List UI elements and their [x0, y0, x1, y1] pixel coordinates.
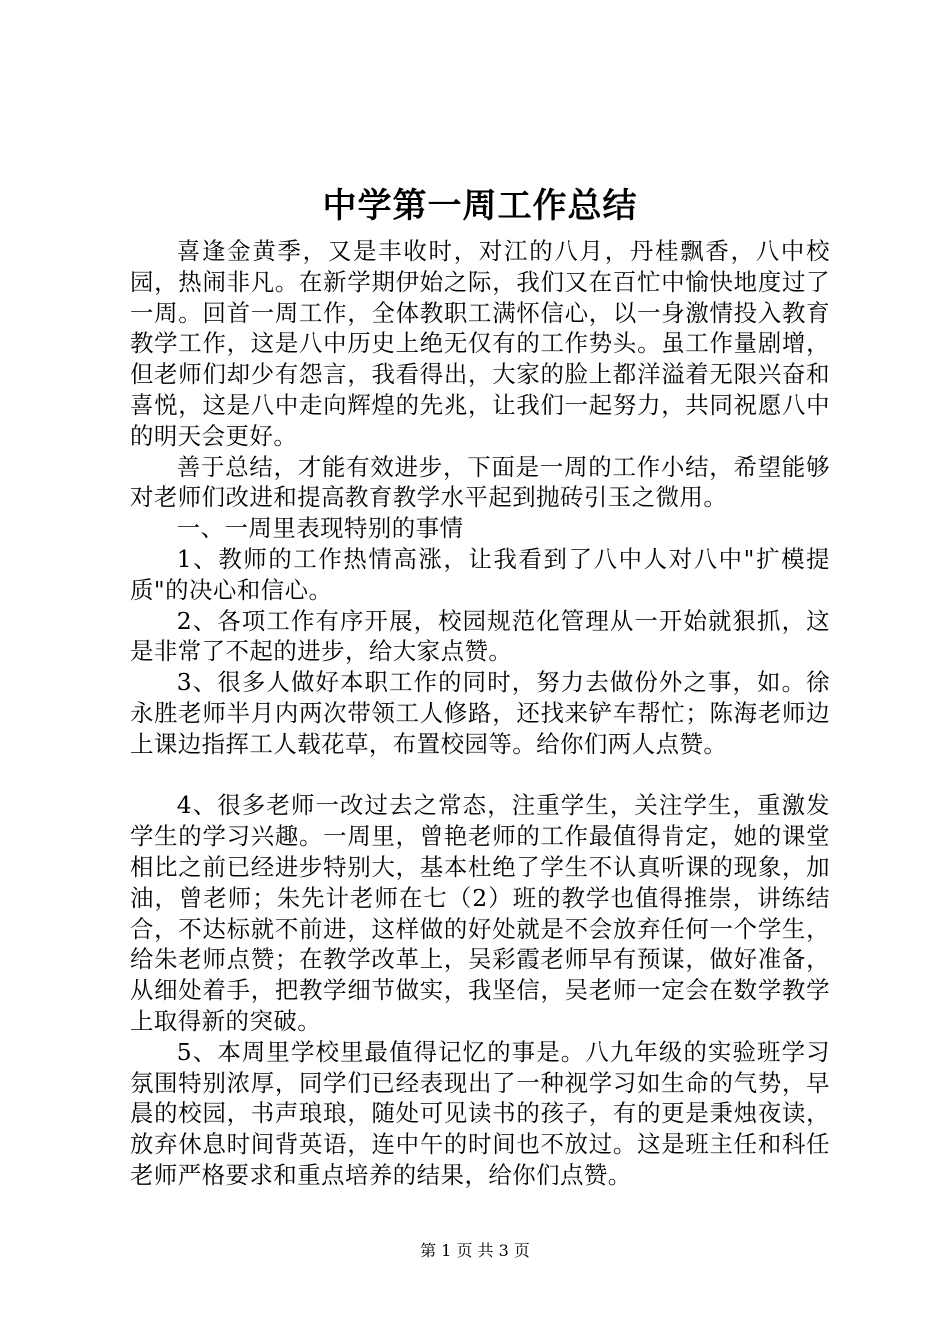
document-body: [130, 236, 830, 1191]
list-item-3: 3、很多人做好本职工作的同时，努力去做份外之事，如。徐永胜老师半月内两次带领工人修路，还找来铲车帮忙；陈海老师边上课边指挥工人载花草，布置校园等。给你们两人点赞。: [130, 668, 830, 758]
document-title: 中学第一周工作总结: [322, 186, 638, 226]
list-item-2: 2、各项工作有序开展，校园规范化管理从一开始就狠抓，这是非常了不起的进步，给大家点赞。: [130, 606, 830, 666]
list-item-4: 4、很多老师一改过去之常态，注重学生，关注学生，重激发学生的学习兴趣。一周里，曾艳老师的工作最值得肯定，她的课堂相比之前已经进步特别大，基本杜绝了学生不认真听课的现象，加油，曾老师；朱先计老师在七（2）班的教学也值得推崇，讲练结合，不达标就不前进，这样做的好处就是不会放弃任何一个学生，给朱老师点赞；在教学改革上，吴彩霞老师早有预谋，做好准备，从细处着手，把教学细节做实，我坚信，吴老师一定会在数学教学上取得新的突破。: [130, 791, 830, 1035]
paragraph-intro: 喜逢金黄季，又是丰收时，对江的八月，丹桂飘香，八中校园，热闹非凡。在新学期伊始之际，我们又在百忙中愉快地度过了一周。回首一周工作，全体教职工满怀信心，以一身激情投入教育教学工作，这是八中历史上绝无仅有的工作势头。虽工作量剧增，但老师们却少有怨言，我看得出，大家的脸上都洋溢着无限兴奋和喜悦，这是八中走向辉煌的先兆，让我们一起努力，共同祝愿八中的明天会更好。: [130, 237, 830, 450]
paragraph-summary-purpose: 善于总结，才能有效进步，下面是一周的工作小结，希望能够对老师们改进和提高教育教学水平起到抛砖引玉之微用。: [130, 452, 830, 512]
section-heading: 一、一周里表现特别的事情: [176, 514, 464, 543]
list-item-5: 5、本周里学校里最值得记忆的事是。八九年级的实验班学习氛围特别浓厚，同学们已经表现出了一种视学习如生命的气势，早晨的校园，书声琅琅，随处可见读书的孩子，有的更是秉烛夜读，放弃休息时间背英语，连中午的时间也不放过。这是班主任和科任老师严格要求和重点培养的结果，给你们点赞。: [130, 1037, 830, 1189]
list-item-1: 1、教师的工作热情高涨，让我看到了八中人对八中"扩模提质"的决心和信心。: [130, 544, 830, 604]
page-number-footer: 第 1 页 共 3 页: [420, 1241, 530, 1260]
